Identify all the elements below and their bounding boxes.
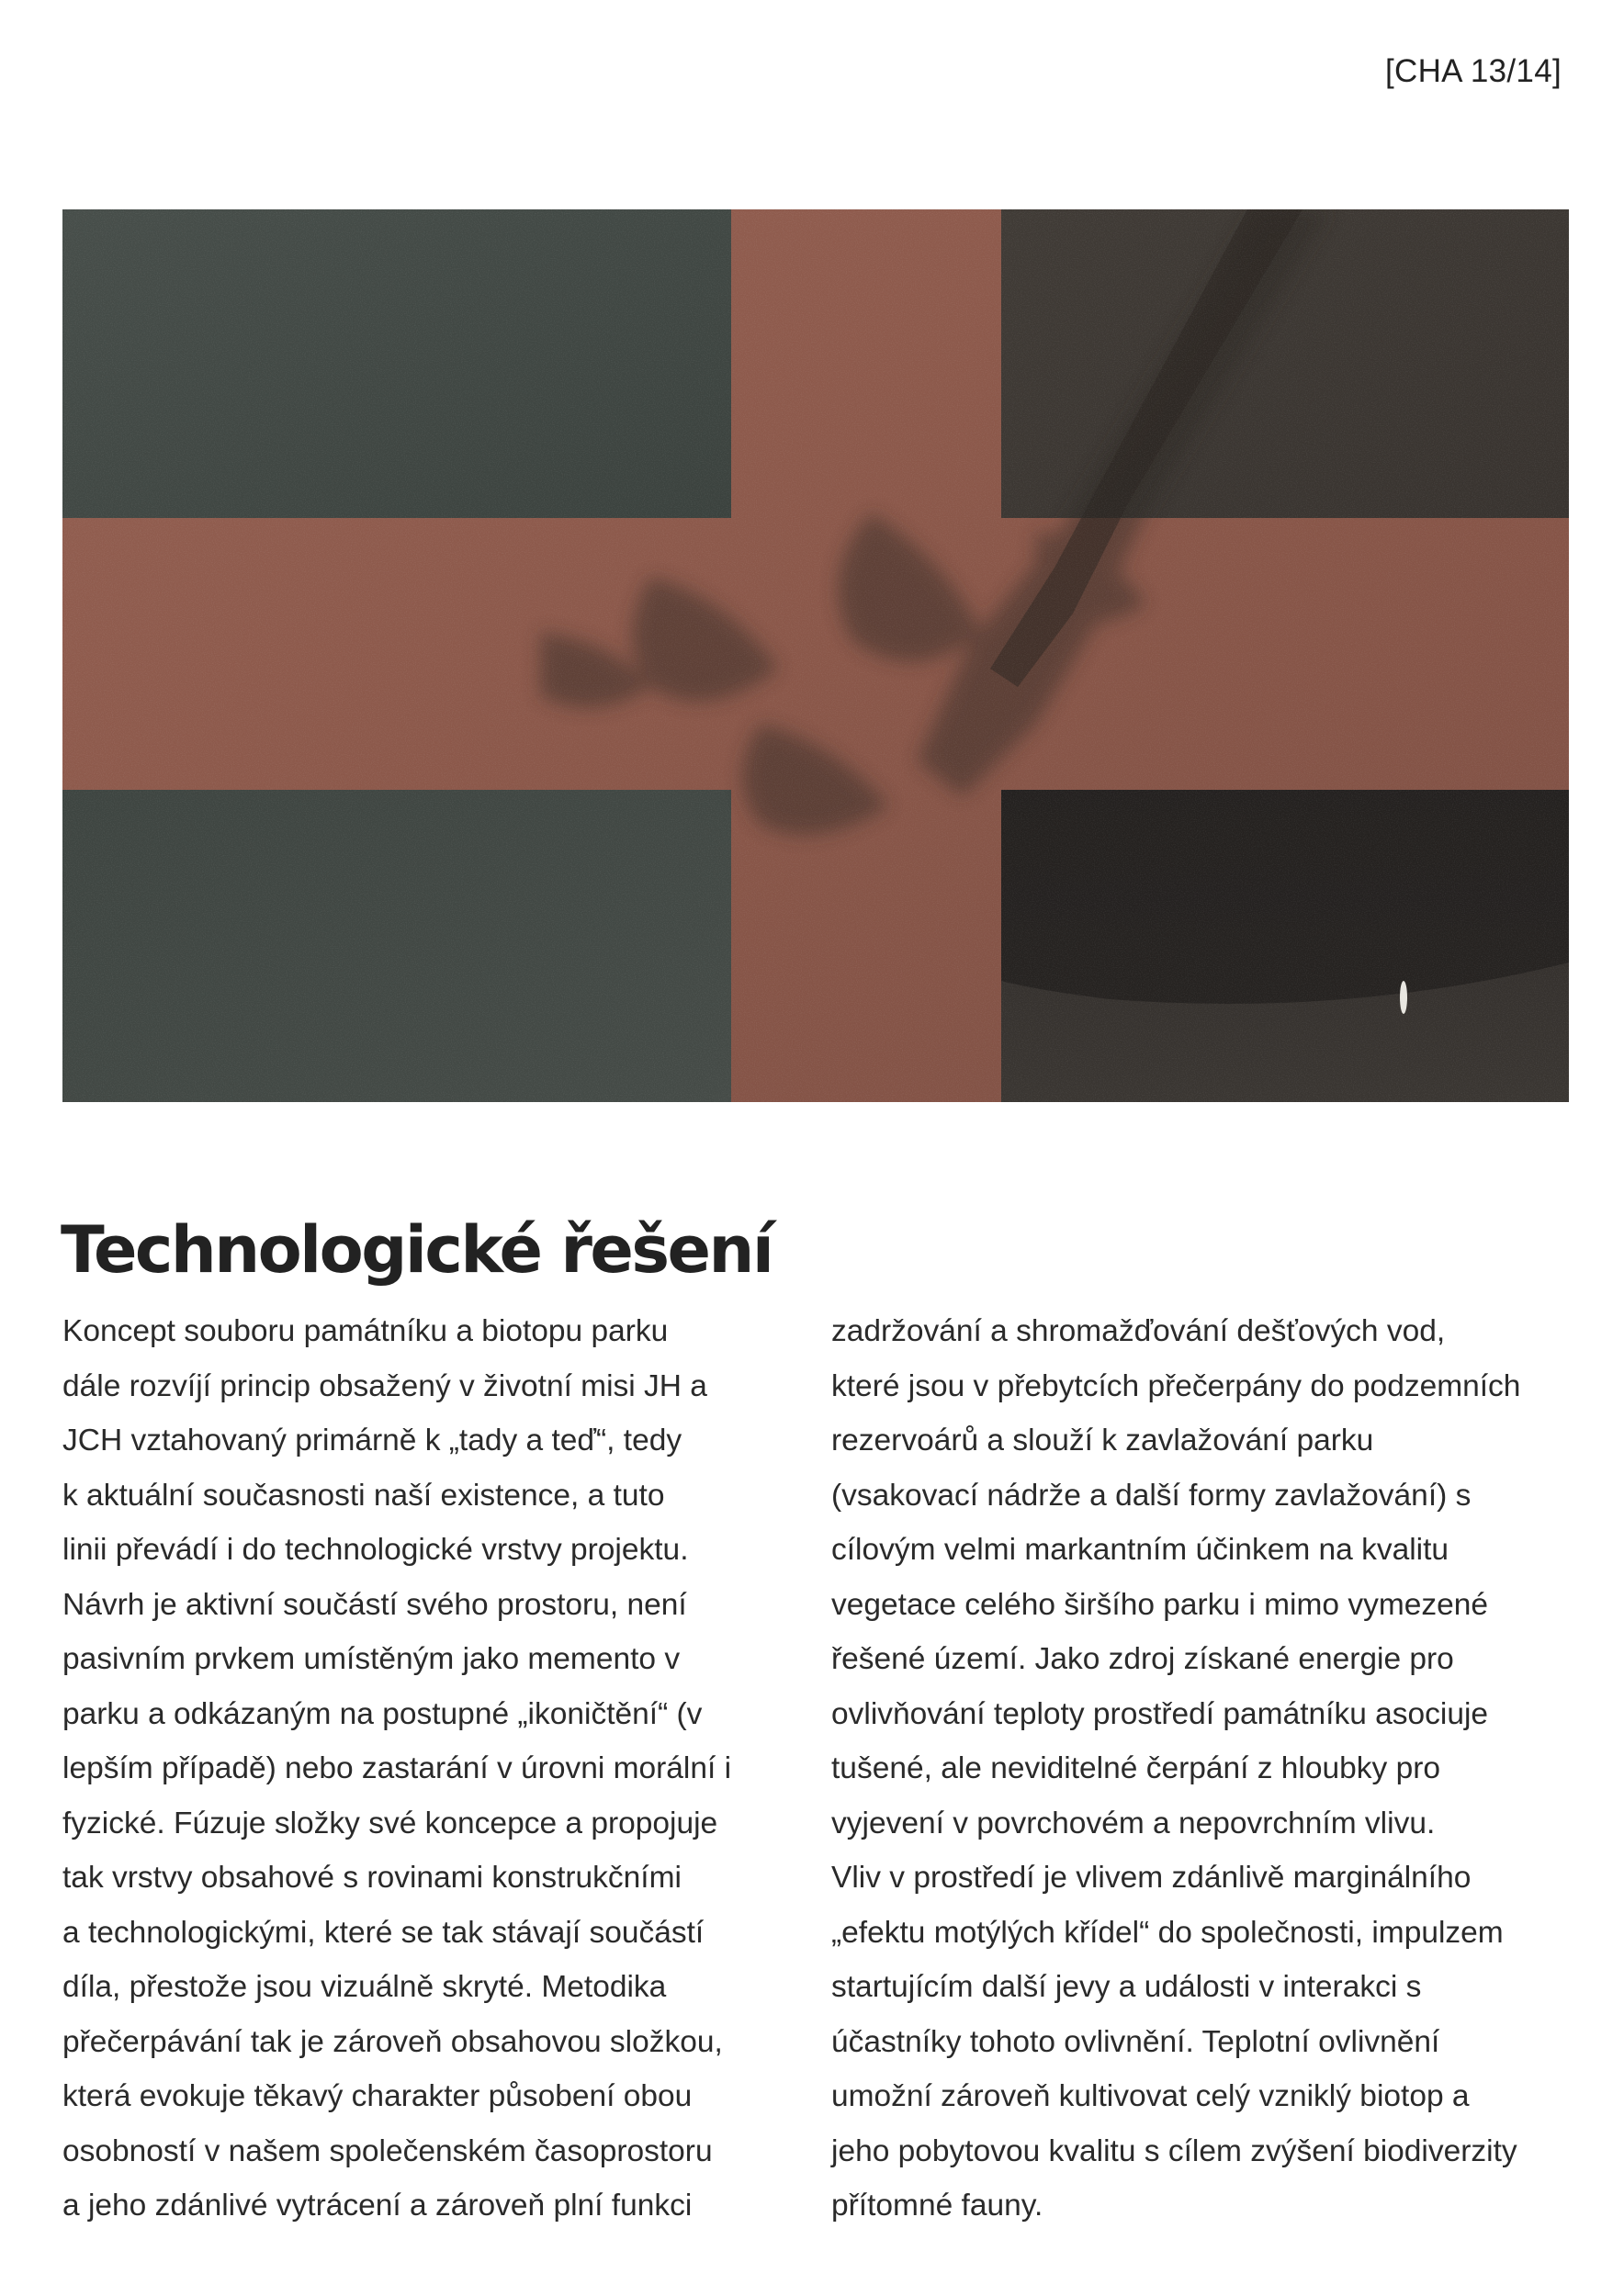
text-line: a jeho zdánlivé vytrácení a zároveň plní funkci [62,2189,693,2223]
page-number: [CHA 13/14] [1384,53,1562,89]
text-line: tušené, ale neviditelné čerpání z hloubky pro [831,1751,1440,1785]
text-line: JCH vztahovaný primárně k „tady a teď“, tedy [62,1424,682,1458]
text-line: zadržování a shromažďování dešťových vod, [831,1314,1446,1348]
text-line: řešené území. Jako zdroj získané energie pro [831,1642,1454,1676]
text-line: ovlivňování teploty prostředí památníku asociuje [831,1696,1489,1731]
text-line: vegetace celého širšího parku i mimo vymezené [831,1587,1488,1622]
text-line: osobností v našem společenském časoprostoru [62,2133,713,2168]
text-line: linii převádí i do technologické vrstvy projektu. [62,1533,689,1567]
text-line: k aktuální současnosti naší existence, a tuto [62,1478,665,1513]
text-line: Návrh je aktivní součástí svého prostoru, není [62,1587,687,1622]
text-line: Vliv v prostředí je vlivem zdánlivě marginálního [831,1861,1472,1895]
text-line: které jsou v přebytcích přečerpány do podzemních [831,1368,1521,1403]
text-line: „efektu motýlých křídel“ do společnosti, impulzem [831,1915,1504,1950]
text-line: díla, přestože jsou vizuálně skryté. Metodika [62,1970,667,2004]
text-line: účastníky tohoto ovlivnění. Teplotní ovlivnění [831,2024,1440,2059]
text-line: přítomné fauny. [831,2189,1043,2223]
right-text-column [831,1304,1585,2234]
text-line: dále rozvíjí princip obsažený v životní misi JH a [62,1368,707,1403]
text-line: fyzické. Fúzuje složky své koncepce a propojuje [62,1806,718,1840]
text-line: (vsakovací nádrže a další formy zavlažování) s [831,1478,1472,1513]
text-line: parku a odkázaným na postupné „ikoničtění“ (v [62,1696,703,1731]
left-text-column [62,1304,797,2234]
memorial-cross-photo [62,209,1569,1102]
text-line: pasivním prvkem umístěným jako memento v [62,1642,681,1676]
text-line: cílovým velmi markantním účinkem na kvalitu [831,1533,1449,1567]
text-line: startujícím další jevy a události v interakci s [831,1970,1422,2004]
text-line: jeho pobytovou kvalitu s cílem zvýšení biodiverzity [831,2133,1517,2168]
text-line: lepším případě) nebo zastarání v úrovni morální i [62,1751,732,1785]
memorial-cross-image [62,209,1569,1102]
section-title: Technologické řešení [61,1212,773,1288]
text-line: tak vrstvy obsahové s rovinami konstrukčními [62,1861,682,1895]
text-line: která evokuje těkavý charakter působení obou [62,2079,693,2113]
text-line: rezervoárů a slouží k zavlažování parku [831,1424,1374,1458]
text-line: Koncept souboru památníku a biotopu parku [62,1314,669,1348]
text-line: a technologickými, které se tak stávají součástí [62,1915,705,1950]
text-line: vyjevení v povrchovém a nepovrchním vlivu. [831,1806,1436,1840]
text-line: přečerpávání tak je zároveň obsahovou složkou, [62,2024,723,2059]
text-line: umožní zároveň kultivovat celý vzniklý biotop a [831,2079,1470,2113]
